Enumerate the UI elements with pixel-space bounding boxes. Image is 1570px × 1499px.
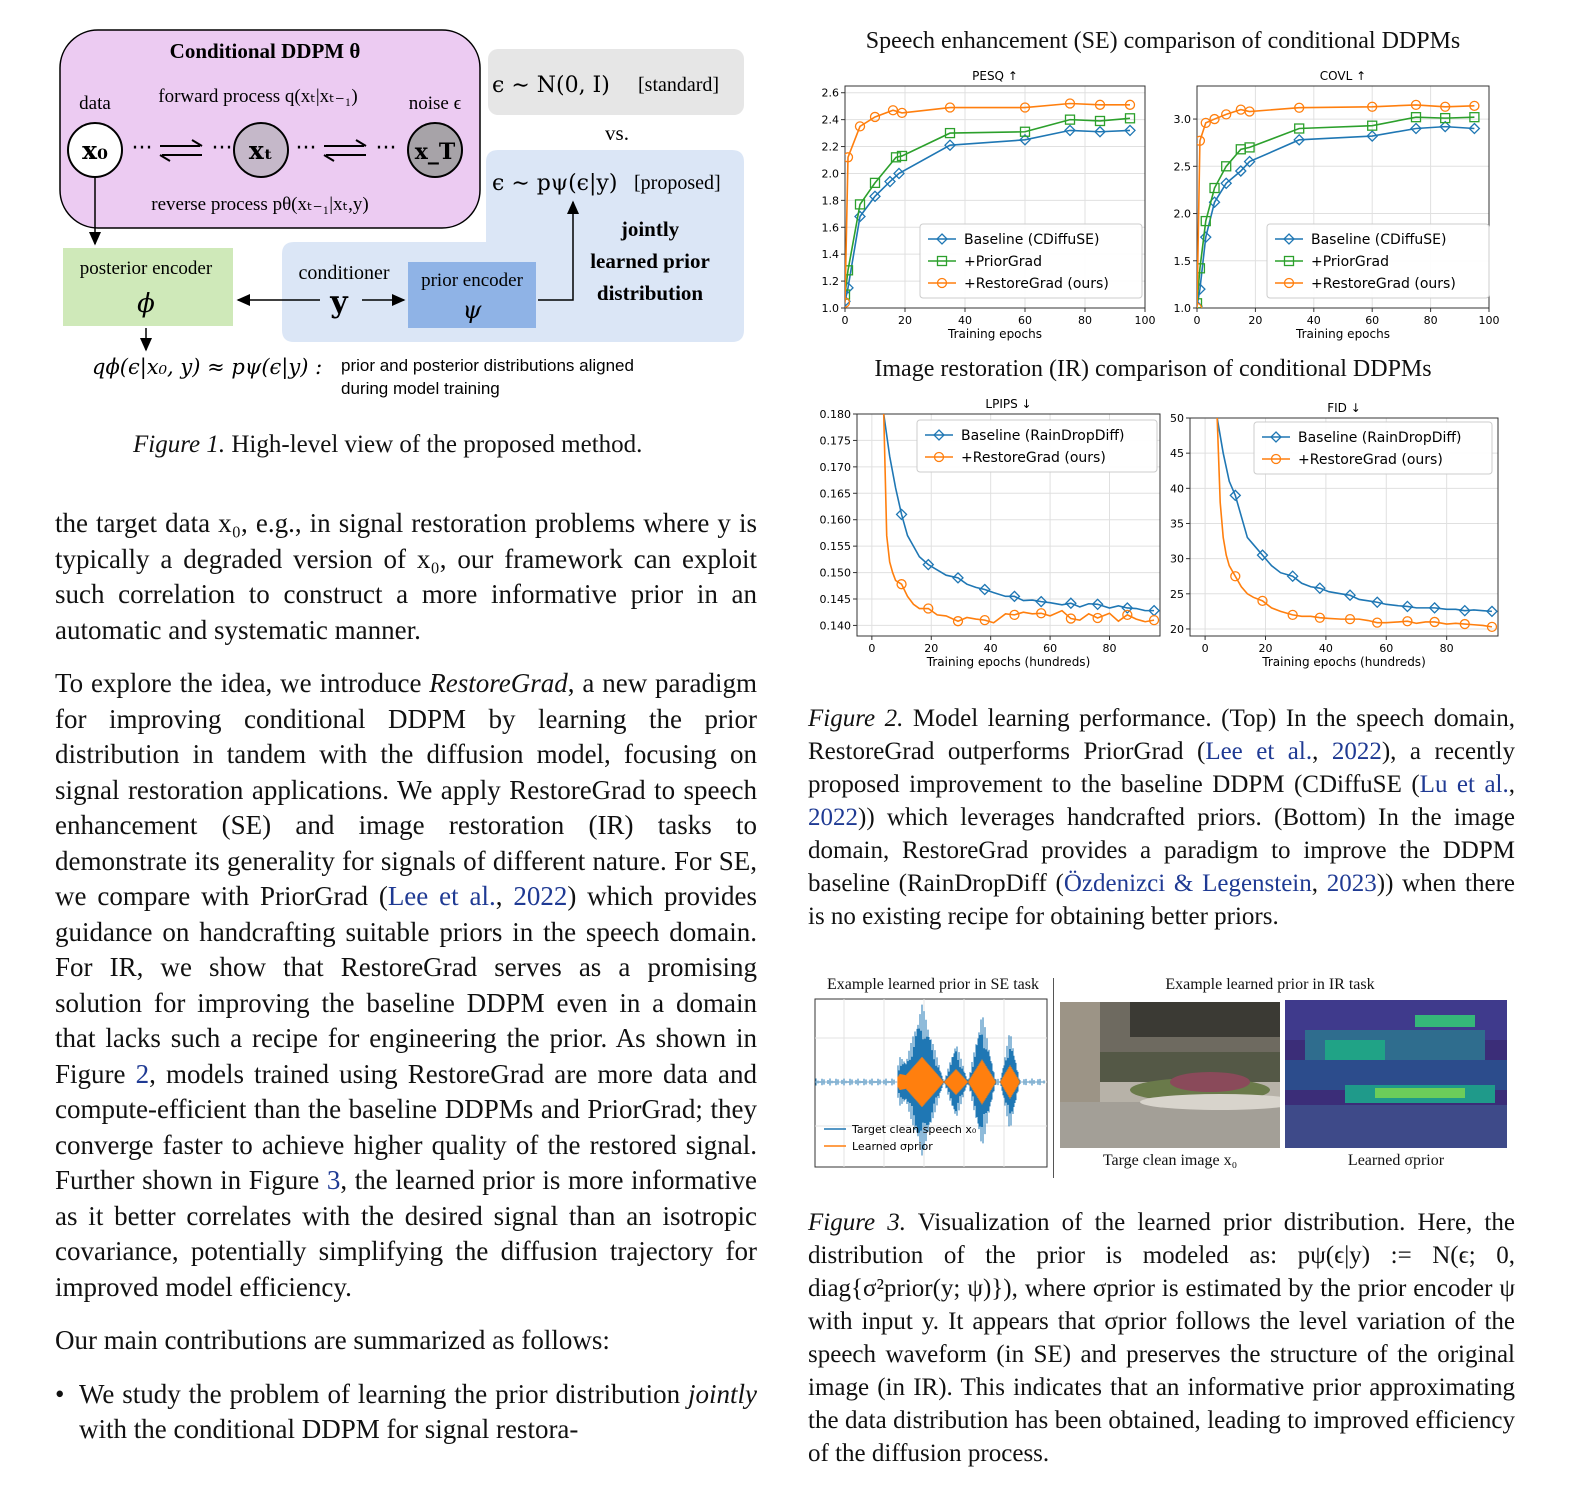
target-clean-image	[1060, 1002, 1280, 1148]
legend-label: +RestoreGrad (ours)	[1298, 452, 1443, 468]
conditioner-label: conditioner	[298, 262, 390, 284]
y-tick-label: 1.6	[821, 221, 839, 235]
y-tick-label: 2.5	[1173, 160, 1191, 174]
figure-3-caption	[808, 1206, 1515, 1470]
p2-e: , models trained using RestoreGrad are more data and compute-efficient than the baseline DDPMs and PriorGrad; they converge faster to achieve higher quality of the restored signal. Further shown in Figure	[55, 1058, 757, 1195]
legend-clean-text: Target clean speech x₀	[852, 1123, 977, 1136]
legend-label: +RestoreGrad (ours)	[961, 450, 1106, 466]
y-label: y	[330, 285, 348, 320]
noise-label: noise ϵ	[408, 93, 462, 114]
x-tick-label: 40	[1318, 642, 1333, 655]
citation-link-lee-year[interactable]: 2022	[513, 881, 568, 911]
prior-encoder-label: prior encoder	[421, 270, 523, 291]
y-tick-label: 2.2	[821, 140, 839, 154]
x-axis-label: Training epochs (hundreds)	[1262, 655, 1426, 669]
fig3-ir-title: Example learned prior in IR task	[1165, 976, 1375, 993]
dots-1: ···	[131, 136, 153, 161]
x-tick-label: 40	[983, 642, 998, 655]
jointly-line-3: distribution	[596, 281, 704, 305]
y-tick-label: 0.150	[819, 566, 851, 580]
y-tick-label: 1.8	[821, 194, 839, 208]
fig2-cap-6: ,	[1508, 771, 1515, 798]
legend-label: Baseline (RainDropDiff)	[961, 428, 1125, 444]
citation-link[interactable]: 2022	[1331, 738, 1382, 765]
citation-link[interactable]: Lu et al.	[1419, 771, 1509, 798]
chart-title: COVL ↑	[1319, 69, 1367, 83]
y-tick-label: 25	[1170, 587, 1184, 601]
paragraph-1: the target data x₀, e.g., in signal restoration problems where y is typically a degraded version of x₀, our framework can exploit such correlation to construct a more informative prior in an automatic and systematic manner.	[55, 508, 757, 645]
y-tick-label: 1.0	[1173, 302, 1191, 315]
p2-c: ,	[495, 881, 514, 911]
dots-2: ···	[211, 136, 233, 161]
legend-label: +PriorGrad	[964, 254, 1042, 270]
y-tick-label: 0.160	[819, 513, 851, 527]
p2-b: , a new paradigm for improving conditional DDPM by learning the prior distribution in tandem with the diffusion model, focusing on signal restoration applications. We apply RestoreGrad to speech enhancement (SE) and image restoration (IR) tasks to demonstrate its generality for signals of different nature. For SE, we compare with PriorGrad (	[55, 668, 757, 911]
prior-encoder-symbol: ψ	[462, 296, 482, 324]
posterior-encoder-label: posterior encoder	[79, 258, 213, 279]
legend-label: Baseline (CDiffuSE)	[964, 232, 1100, 248]
p2-d: ) which provides guidance on handcrafting suitable priors in the speech domain. For IR, we show that RestoreGrad serves as a promising solution for improving the baseline DDPM even in a domain that lacks such a recipe for engineering the prior. As shown in Figure	[55, 881, 757, 1089]
y-tick-label: 0.145	[819, 593, 851, 606]
bullet-em: jointly	[688, 1378, 757, 1409]
xT-label: x_T	[414, 139, 456, 165]
x-tick-label: 60	[1018, 314, 1032, 327]
p2-em: RestoreGrad	[429, 668, 568, 698]
citation-link-lee[interactable]: Lee et al.	[387, 881, 496, 911]
p2-a: To explore the idea, we introduce	[55, 668, 430, 698]
figure-2-caption	[808, 702, 1515, 933]
y-tick-label: 0.170	[819, 460, 851, 474]
x-axis-label: Training epochs (hundreds)	[926, 655, 1091, 669]
fig3-se-plot	[814, 998, 1048, 1170]
target-clean-image-caption: Targe clean image x₀	[1102, 1152, 1238, 1169]
ddpm-title: Conditional DDPM θ	[169, 39, 361, 63]
fig2-cap-12: )) when there is no existing recipe for obtaining better priors.	[808, 870, 1516, 930]
figure-3-link[interactable]: 3	[326, 1165, 341, 1195]
citation-link[interactable]: 2022	[808, 804, 858, 831]
reverse-label: reverse process pθ(xₜ₋₁|xₜ,y)	[151, 194, 369, 215]
paragraph-2	[55, 666, 757, 1305]
figure-3-caption-line-2: N(ϵ; 0, diag{σ²prior(y; ψ)}), where σprior is estimated by the prior encoder ψ with input y. It appears that σprior follows the level variation of the speech waveform (in SE) and preserves the structure of the original image (in IR). This indicates that an informative prior approximating the data distribution has been obtained, leading to improved efficiency of the diffusion process.	[808, 1242, 1515, 1467]
y-tick-label: 40	[1170, 482, 1184, 496]
citation-link[interactable]: 2023	[1326, 870, 1377, 897]
figure-1-diagram	[50, 22, 770, 407]
x-tick-label: 40	[1306, 314, 1321, 327]
aligned-text-1: prior and posterior distributions aligned	[341, 356, 634, 375]
y-tick-label: 3.0	[1173, 113, 1191, 127]
x-tick-label: 40	[958, 314, 972, 327]
legend-label: Baseline (RainDropDiff)	[1298, 430, 1462, 446]
figure-2-link[interactable]: 2	[135, 1058, 150, 1089]
jointly-line-1: jointly	[620, 217, 680, 241]
figure-2-bottom-title: Image restoration (IR) comparison of conditional DDPMs	[874, 356, 1432, 382]
fig2-cap-2: ,	[1312, 738, 1332, 765]
y-tick-label: 0.140	[819, 619, 851, 633]
y-tick-label: 1.4	[821, 248, 839, 262]
paragraph-3: Our main contributions are summarized as follows:	[55, 1325, 610, 1355]
x-tick-label: 80	[1102, 642, 1117, 655]
y-tick-label: 2.4	[821, 113, 839, 127]
x-tick-label: 60	[1379, 642, 1394, 655]
legend-label: +RestoreGrad (ours)	[964, 276, 1109, 292]
x-tick-label: 80	[1078, 314, 1092, 327]
proposed-tag: [proposed]	[634, 172, 721, 194]
dots-3: ···	[295, 136, 317, 161]
citation-link[interactable]: Özdenizci & Legenstein	[1063, 870, 1312, 897]
chart-title: LPIPS ↓	[985, 397, 1032, 411]
y-tick-label: 20	[1170, 622, 1184, 636]
fig2-cap-0: Model learning performance. (Top) In the speech domain, RestoreGrad outperforms PriorGrad (	[808, 705, 1515, 765]
x-tick-label: 0	[1193, 314, 1201, 327]
y-tick-label: 1.0	[821, 302, 839, 315]
figure-2-caption-label: Figure 2.	[808, 705, 904, 732]
x-tick-label: 80	[1439, 642, 1454, 655]
xt-label: xₜ	[248, 136, 274, 165]
x-tick-label: 0	[1201, 642, 1209, 655]
bullet-b: with the conditional DDPM for signal restora-	[79, 1414, 579, 1444]
learned-prior-image-caption: Learned σprior	[1347, 1152, 1445, 1169]
legend-label: +PriorGrad	[1311, 254, 1389, 270]
p2-f: , the learned prior is more informative as it better correlates with the desired signal than an isotropic covariance, potentially simplifying the diffusion trajectory for improved model efficiency.	[55, 1165, 758, 1302]
legend-prior-text: Learned σprior	[852, 1140, 933, 1153]
x-axis-label: Training epochs	[948, 327, 1042, 341]
fig2-cap-4: ), a recently proposed improvement to the baseline DDPM (CDiffuSE (	[808, 738, 1515, 798]
x-tick-label: 20	[924, 642, 939, 655]
proposed-formula: ϵ ∼ pψ(ϵ|y)	[492, 171, 618, 196]
x-tick-label: 20	[1258, 642, 1273, 655]
x-axis-label: Training epochs	[1296, 327, 1390, 341]
y-tick-label: 30	[1170, 552, 1184, 566]
y-tick-label: 0.165	[819, 487, 851, 501]
chart-covl	[1155, 60, 1510, 345]
aligned-text-2: during model training	[341, 379, 500, 398]
chart-pesq	[805, 60, 1155, 345]
x-tick-label: 0	[868, 642, 876, 655]
aligned-formula: qϕ(ϵ|x₀, y) ≈ pψ(ϵ|y) :	[92, 355, 323, 379]
x-tick-label: 0	[841, 314, 849, 327]
bullet-a: We study the problem of learning the prior distribution	[79, 1378, 688, 1409]
figure-1-caption	[133, 428, 753, 461]
y-tick-label: 0.155	[819, 540, 851, 554]
figure-1-caption-label: Figure 1.	[133, 431, 226, 458]
x-tick-label: 60	[1365, 314, 1380, 327]
dots-4: ···	[375, 136, 397, 161]
data-label: data	[79, 93, 111, 114]
contribution-item	[55, 1377, 757, 1448]
chart-lpips	[805, 392, 1165, 677]
chart-fid	[1160, 392, 1510, 677]
x-tick-label: 20	[898, 314, 912, 327]
body-text	[55, 506, 757, 1448]
fig3-se-title: Example learned prior in SE task	[827, 976, 1039, 993]
figure-2-top-title: Speech enhancement (SE) comparison of conditional DDPMs	[865, 28, 1461, 54]
forward-label: forward process q(xₜ|xₜ₋₁)	[158, 86, 358, 107]
y-tick-label: 2.0	[821, 167, 839, 181]
x-tick-label: 20	[1248, 314, 1263, 327]
y-tick-label: 45	[1170, 447, 1184, 461]
vs-label: vs.	[605, 121, 629, 145]
figure-3-caption-label: Figure 3.	[808, 1209, 907, 1236]
fig3-divider	[1053, 978, 1054, 1178]
figure-3-caption-line-1: Visualization of the learned prior distribution. Here, the distribution of the prior is modeled as: pψ(ϵ|y) :=	[808, 1209, 1515, 1269]
contribution-list	[55, 1377, 757, 1448]
y-tick-label: 35	[1170, 517, 1184, 531]
x-tick-label: 60	[1043, 642, 1058, 655]
posterior-encoder-symbol: ϕ	[137, 289, 155, 319]
citation-link[interactable]: Lee et al.	[1205, 738, 1313, 765]
legend-label: +RestoreGrad (ours)	[1311, 276, 1456, 292]
figure-1-caption-text: High-level view of the proposed method.	[225, 431, 643, 458]
x-tick-label: 100	[1478, 314, 1500, 327]
y-tick-label: 1.2	[821, 275, 839, 289]
y-tick-label: 0.175	[819, 434, 851, 448]
x0-label: x₀	[82, 136, 108, 165]
standard-formula: ϵ ∼ N(0, I)	[492, 73, 610, 98]
y-tick-label: 0.180	[819, 408, 851, 421]
y-tick-label: 2.6	[821, 86, 839, 100]
standard-tag: [standard]	[638, 74, 720, 96]
jointly-line-2: learned prior	[590, 249, 710, 273]
y-tick-label: 1.5	[1173, 254, 1191, 268]
chart-title: FID ↓	[1327, 401, 1361, 415]
y-tick-label: 50	[1170, 412, 1184, 425]
fig2-cap-8: )) which leverages handcrafted priors. (Bottom) In the image domain, RestoreGrad provides a paradigm to improve the DDPM baseline (RainDropDiff (	[808, 804, 1515, 897]
learned-prior-image	[1285, 1000, 1507, 1148]
legend-label: Baseline (CDiffuSE)	[1311, 232, 1447, 248]
fig2-cap-10: ,	[1311, 870, 1327, 897]
x-tick-label: 80	[1423, 314, 1438, 327]
x-tick-label: 100	[1134, 314, 1155, 327]
y-tick-label: 2.0	[1173, 207, 1191, 221]
chart-title: PESQ ↑	[972, 69, 1018, 83]
